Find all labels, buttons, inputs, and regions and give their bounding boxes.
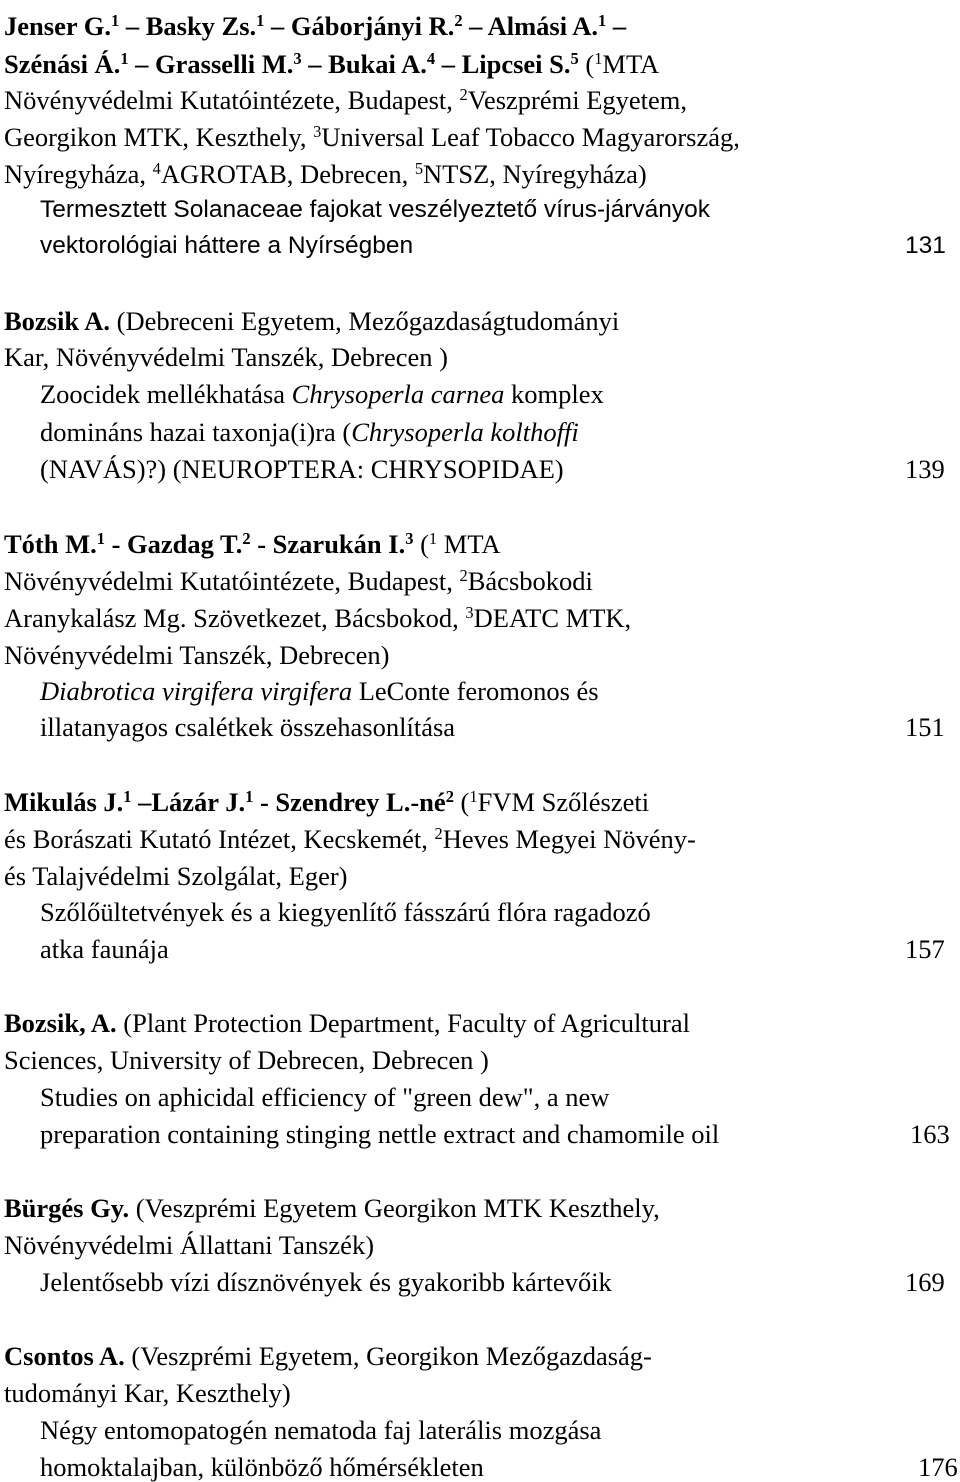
entry-title-line: [40, 456, 564, 483]
text-run: Négy entomopatogén nematoda faj laterális mozgása: [40, 1415, 602, 1445]
text-run: Növényvédelmi Kutatóintézete, Budapest,: [4, 566, 460, 596]
species-name: Diabrotica virgifera virgifera: [40, 676, 353, 706]
entry-author-line: [4, 863, 348, 890]
text-run: Bácsbokodi: [467, 566, 593, 596]
superscript-ref: 3: [293, 48, 302, 68]
text-run: (: [578, 49, 595, 79]
entry-author-line: [4, 1047, 489, 1074]
text-run: (NAVÁS)?) (NEUROPTERA: CHRYSOPIDAE): [40, 454, 564, 484]
entry-author-line: [4, 344, 448, 371]
entry-title-line: [40, 714, 455, 741]
superscript-ref: 2: [459, 565, 468, 585]
text-run: atka faunája: [40, 934, 169, 964]
entry-author-line: [4, 1343, 652, 1370]
entry-author-line: [4, 642, 389, 669]
entry-title-line: [40, 936, 169, 963]
text-run: Sciences, University of Debrecen, Debrecen ): [4, 1045, 489, 1075]
entry-author-line: [4, 823, 696, 854]
text-run: vektorológiai háttere a Nyírségben: [40, 232, 414, 259]
author-name: – Basky Zs.: [119, 11, 257, 41]
page-number: 151: [905, 712, 945, 742]
entry-title-line: [40, 1417, 601, 1444]
text-run: tudományi Kar, Keszthely): [4, 1378, 291, 1408]
entry-title-line: [40, 678, 599, 705]
entry-author-line: [4, 528, 501, 559]
superscript-ref: 1: [110, 10, 120, 30]
author-name: Bozsik A.: [4, 306, 111, 336]
entry-author-line: [4, 84, 688, 115]
text-run: és Borászati Kutató Intézet, Kecskemét,: [4, 824, 435, 854]
entry-author-line: [4, 1195, 660, 1222]
text-run: Universal Leaf Tobacco Magyarország,: [321, 122, 740, 152]
text-run: Heves Megyei Növény-: [442, 824, 696, 854]
page-number: 139: [905, 454, 945, 484]
text-run: MTA: [602, 49, 660, 79]
author-name: Mikulás J.: [4, 787, 124, 817]
text-run: NTSZ, Nyíregyháza): [423, 159, 647, 189]
entry-title-line: [40, 1269, 612, 1296]
superscript-ref: 5: [570, 48, 579, 68]
entry-author-line: [4, 308, 619, 335]
superscript-ref: 1: [96, 528, 105, 548]
entry-title-line: [40, 1454, 484, 1481]
author-name: - Szarukán I.: [250, 529, 406, 559]
text-run: Növényvédelmi Kutatóintézete, Budapest,: [4, 85, 460, 115]
text-run: AGROTAB, Debrecen,: [160, 159, 415, 189]
text-run: illatanyagos csalétkek összehasonlítása: [40, 712, 456, 742]
author-name: – Lipcsei S.: [435, 49, 571, 79]
text-run: Studies on aphicidal efficiency of "green dew", a new: [40, 1082, 610, 1112]
author-name: – Gáborjányi R.: [264, 11, 455, 41]
text-run: homoktalajban, különböző hőmérsékleten: [40, 1452, 484, 1482]
author-name: –: [606, 11, 627, 41]
text-run: (: [413, 529, 429, 559]
author-name: Bürgés Gy.: [4, 1193, 130, 1223]
text-run: és Talajvédelmi Szolgálat, Eger): [4, 861, 348, 891]
text-run: (Veszprémi Egyetem, Georgikon Mezőgazdaság-: [124, 1341, 652, 1371]
entry-author-line: [4, 602, 632, 633]
text-run: (Debreceni Egyetem, Mezőgazdaságtudományi: [110, 306, 620, 336]
species-name: Chrysoperla kolthoffi: [351, 417, 579, 447]
text-run: (Veszprémi Egyetem Georgikon MTK Keszthely,: [129, 1193, 660, 1223]
author-name: – Grasselli M.: [128, 49, 294, 79]
entry-author-line: [4, 121, 740, 152]
text-run: domináns hazai taxonja(i)ra (: [40, 417, 352, 447]
author-name: Csontos A.: [4, 1341, 125, 1371]
entry-title-line: [40, 1084, 609, 1111]
superscript-ref: 1: [120, 48, 129, 68]
text-run: FVM Szőlészeti: [477, 787, 650, 817]
entry-title-line: [40, 899, 651, 926]
text-run: Növényvédelmi Tanszék, Debrecen): [4, 640, 390, 670]
superscript-ref: 2: [434, 823, 443, 843]
entry-author-line: [4, 10, 627, 41]
text-run: Zoocidek mellékhatása: [40, 379, 292, 409]
author-name: – Bukai A.: [301, 49, 427, 79]
text-run: Kar, Növényvédelmi Tanszék, Debrecen ): [4, 342, 448, 372]
page-number: 131: [905, 232, 946, 259]
text-run: (: [453, 787, 470, 817]
superscript-ref: 1: [594, 48, 603, 68]
author-name: - Gazdag T.: [104, 529, 243, 559]
author-name: - Szendrey L.-né: [253, 787, 446, 817]
entry-author-line: [4, 565, 593, 596]
entry-author-line: [4, 786, 650, 817]
text-run: Szőlőültetvények és a kiegyenlítő fásszárú flóra ragadozó: [40, 897, 651, 927]
text-run: DEATC MTK,: [473, 603, 632, 633]
entry-title-line: [40, 1121, 719, 1148]
author-name: Bozsik, A.: [4, 1008, 117, 1038]
superscript-ref: 2: [242, 528, 251, 548]
entry-author-line: [4, 1010, 690, 1037]
text-run: Növényvédelmi Állattani Tanszék): [4, 1230, 375, 1260]
author-name: Jenser G.: [4, 11, 111, 41]
text-run: preparation containing stinging nettle extract and chamomile oil: [40, 1119, 720, 1149]
author-name: Szénási Á.: [4, 49, 121, 79]
page-number: 169: [905, 1267, 945, 1297]
text-run: LeConte feromonos és: [352, 676, 599, 706]
text-run: Veszprémi Egyetem,: [467, 85, 688, 115]
superscript-ref: 3: [465, 602, 474, 622]
text-run: Termesztett Solanaceae fajokat veszélyeztető vírus-járványok: [40, 196, 710, 223]
text-run: komplex: [504, 379, 604, 409]
entry-author-line: [4, 1232, 374, 1259]
text-run: Georgikon MTK, Keszthely,: [4, 122, 314, 152]
text-run: Aranykalász Mg. Szövetkezet, Bácsbokod,: [4, 603, 466, 633]
species-name: Chrysoperla carnea: [291, 379, 505, 409]
superscript-ref: 3: [405, 528, 414, 548]
entry-title-line: [40, 381, 604, 408]
superscript-ref: 1: [123, 786, 132, 806]
superscript-ref: 2: [445, 786, 454, 806]
entry-author-line: [4, 158, 647, 189]
entry-title-line: [40, 234, 413, 259]
entry-title-line: [40, 419, 579, 446]
author-name: Tóth M.: [4, 529, 97, 559]
superscript-ref: 3: [313, 121, 322, 141]
superscript-ref: 1: [245, 786, 254, 806]
page-number: 176: [918, 1452, 958, 1482]
text-run: (Plant Protection Department, Faculty of Agricultural: [116, 1008, 690, 1038]
superscript-ref: 4: [426, 48, 436, 68]
superscript-ref: 1: [598, 10, 607, 30]
superscript-ref: 1: [469, 786, 478, 806]
entry-author-line: [4, 48, 660, 79]
page-number: 157: [905, 934, 945, 964]
superscript-ref: 2: [459, 84, 468, 104]
author-name: –Lázár J.: [131, 787, 246, 817]
superscript-ref: 2: [454, 10, 463, 30]
entry-title-line: [40, 198, 710, 223]
text-run: Nyíregyháza,: [4, 159, 153, 189]
text-run: MTA: [437, 529, 501, 559]
superscript-ref: 1: [256, 10, 265, 30]
page-number: 163: [910, 1119, 950, 1149]
text-run: Jelentősebb vízi dísznövények és gyakoribb kártevőik: [40, 1267, 612, 1297]
author-name: – Almási A.: [462, 11, 599, 41]
entry-author-line: [4, 1380, 291, 1407]
superscript-ref: 5: [414, 158, 424, 178]
superscript-ref: 4: [152, 158, 161, 178]
superscript-ref: 1: [428, 528, 438, 548]
